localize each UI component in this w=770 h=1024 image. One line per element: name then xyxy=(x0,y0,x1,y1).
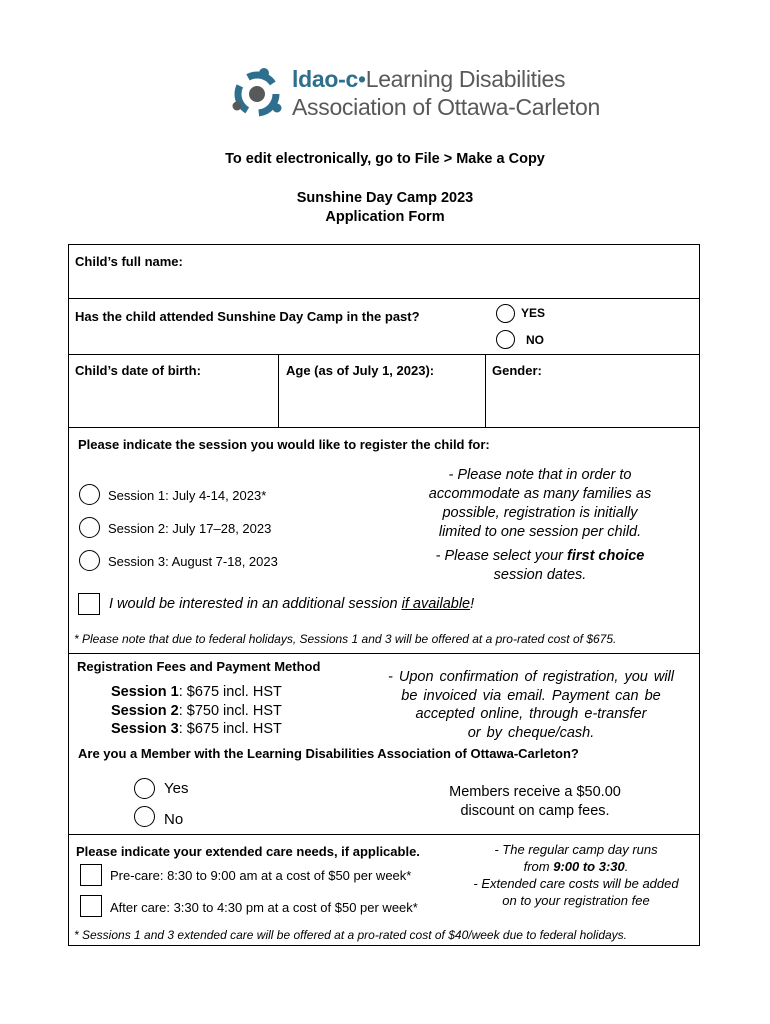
logo-dot: • xyxy=(357,66,366,92)
first-choice-prefix: - Please select your xyxy=(435,548,567,564)
session-1-label: Session 1: July 4-14, 2023* xyxy=(108,488,267,503)
fee-row: Session 2: $750 incl. HST xyxy=(111,702,282,719)
camp-day-note: - The regular camp day runs from 9:00 to 3:30. - Extended care costs will be added on to your registration fee xyxy=(473,842,679,908)
session-note xyxy=(400,466,680,542)
aftercare-label: After care: 3:30 to 4:30 pm at a cost of $50 per week* xyxy=(110,900,418,915)
divider xyxy=(68,354,700,355)
fee-row: Session 1: $675 incl. HST xyxy=(111,684,282,700)
divider xyxy=(68,653,700,654)
session-note-line: limited to one session per child. xyxy=(438,524,642,540)
age-field[interactable] xyxy=(282,382,480,422)
member-note: Members receive a $50.00 discount on camp fees. xyxy=(449,784,621,819)
divider xyxy=(68,834,700,835)
attended-no-radio[interactable] xyxy=(496,330,515,349)
gender-field[interactable] xyxy=(489,382,694,422)
child-name-field[interactable] xyxy=(260,250,690,290)
session-2-radio[interactable] xyxy=(79,517,100,538)
age-label: Age (as of July 1, 2023): xyxy=(286,363,435,378)
gender-label: Gender: xyxy=(492,363,542,378)
divider xyxy=(278,354,279,428)
member-no-radio[interactable] xyxy=(134,806,155,827)
member-yes-label: Yes xyxy=(164,780,189,797)
payment-note: - Upon confirmation of registration, you will be invoiced via email. Payment can be accepted online, through e-transfer or by cheque/cash. xyxy=(387,669,674,741)
extended-prompt: Please indicate your extended care needs, if applicable. xyxy=(76,844,420,859)
divider xyxy=(485,354,486,428)
attended-yes-radio[interactable] xyxy=(496,304,515,323)
first-choice-note xyxy=(400,547,680,585)
fee-row: Session 3: $675 incl. HST xyxy=(111,721,282,737)
session-note-line: possible, registration is initially xyxy=(442,505,638,521)
additional-session-checkbox[interactable] xyxy=(78,593,100,615)
fees-list xyxy=(111,683,282,739)
dob-label: Child’s date of birth: xyxy=(75,363,201,378)
attended-no-label: NO xyxy=(526,333,544,347)
first-choice-line2: session dates. xyxy=(493,567,587,583)
session-2-label: Session 2: July 17–28, 2023 xyxy=(108,521,272,536)
logo-line2: Association of Ottawa-Carleton xyxy=(292,94,601,120)
holiday-note: * Please note that due to federal holidays, Sessions 1 and 3 will be offered at a pro-rated cost of $675. xyxy=(74,632,617,646)
session-prompt: Please indicate the session you would like to register the child for: xyxy=(78,437,490,452)
first-choice-bold: first choice xyxy=(567,548,645,564)
precare-checkbox[interactable] xyxy=(80,864,102,886)
logo-line1: Learning Disabilities xyxy=(365,66,566,92)
ldao-logo xyxy=(228,64,601,124)
session-3-radio[interactable] xyxy=(79,550,100,571)
session-note-line: accommodate as many families as xyxy=(428,486,652,502)
member-question: Are you a Member with the Learning Disabilities Association of Ottawa-Carleton? xyxy=(78,746,579,761)
aftercare-checkbox[interactable] xyxy=(80,895,102,917)
session-1-radio[interactable] xyxy=(79,484,100,505)
additional-session-label: I would be interested in an additional session if available! xyxy=(109,596,475,612)
attended-label: Has the child attended Sunshine Day Camp in the past? xyxy=(75,309,420,324)
logo-brand: ldao-c xyxy=(292,66,358,92)
form-title: Sunshine Day Camp 2023 xyxy=(296,190,474,206)
member-yes-radio[interactable] xyxy=(134,778,155,799)
member-no-label: No xyxy=(164,811,184,828)
ldao-logo-mark-icon xyxy=(228,64,286,122)
attended-yes-label: YES xyxy=(521,306,546,320)
fees-title: Registration Fees and Payment Method xyxy=(77,659,321,674)
divider xyxy=(68,427,700,428)
precare-label: Pre-care: 8:30 to 9:00 am at a cost of $50 per week* xyxy=(110,868,412,883)
child-name-label: Child’s full name: xyxy=(75,254,183,269)
divider xyxy=(68,298,700,299)
form-subtitle: Application Form xyxy=(325,209,445,225)
dob-field[interactable] xyxy=(72,382,272,422)
session-3-label: Session 3: August 7-18, 2023 xyxy=(108,554,278,569)
edit-note: To edit electronically, go to File > Make a Copy xyxy=(225,151,545,167)
session-note-line: - Please note that in order to xyxy=(448,467,632,483)
extended-footnote: * Sessions 1 and 3 extended care will be offered at a pro-rated cost of $40/week due to federal holidays. xyxy=(74,928,628,942)
